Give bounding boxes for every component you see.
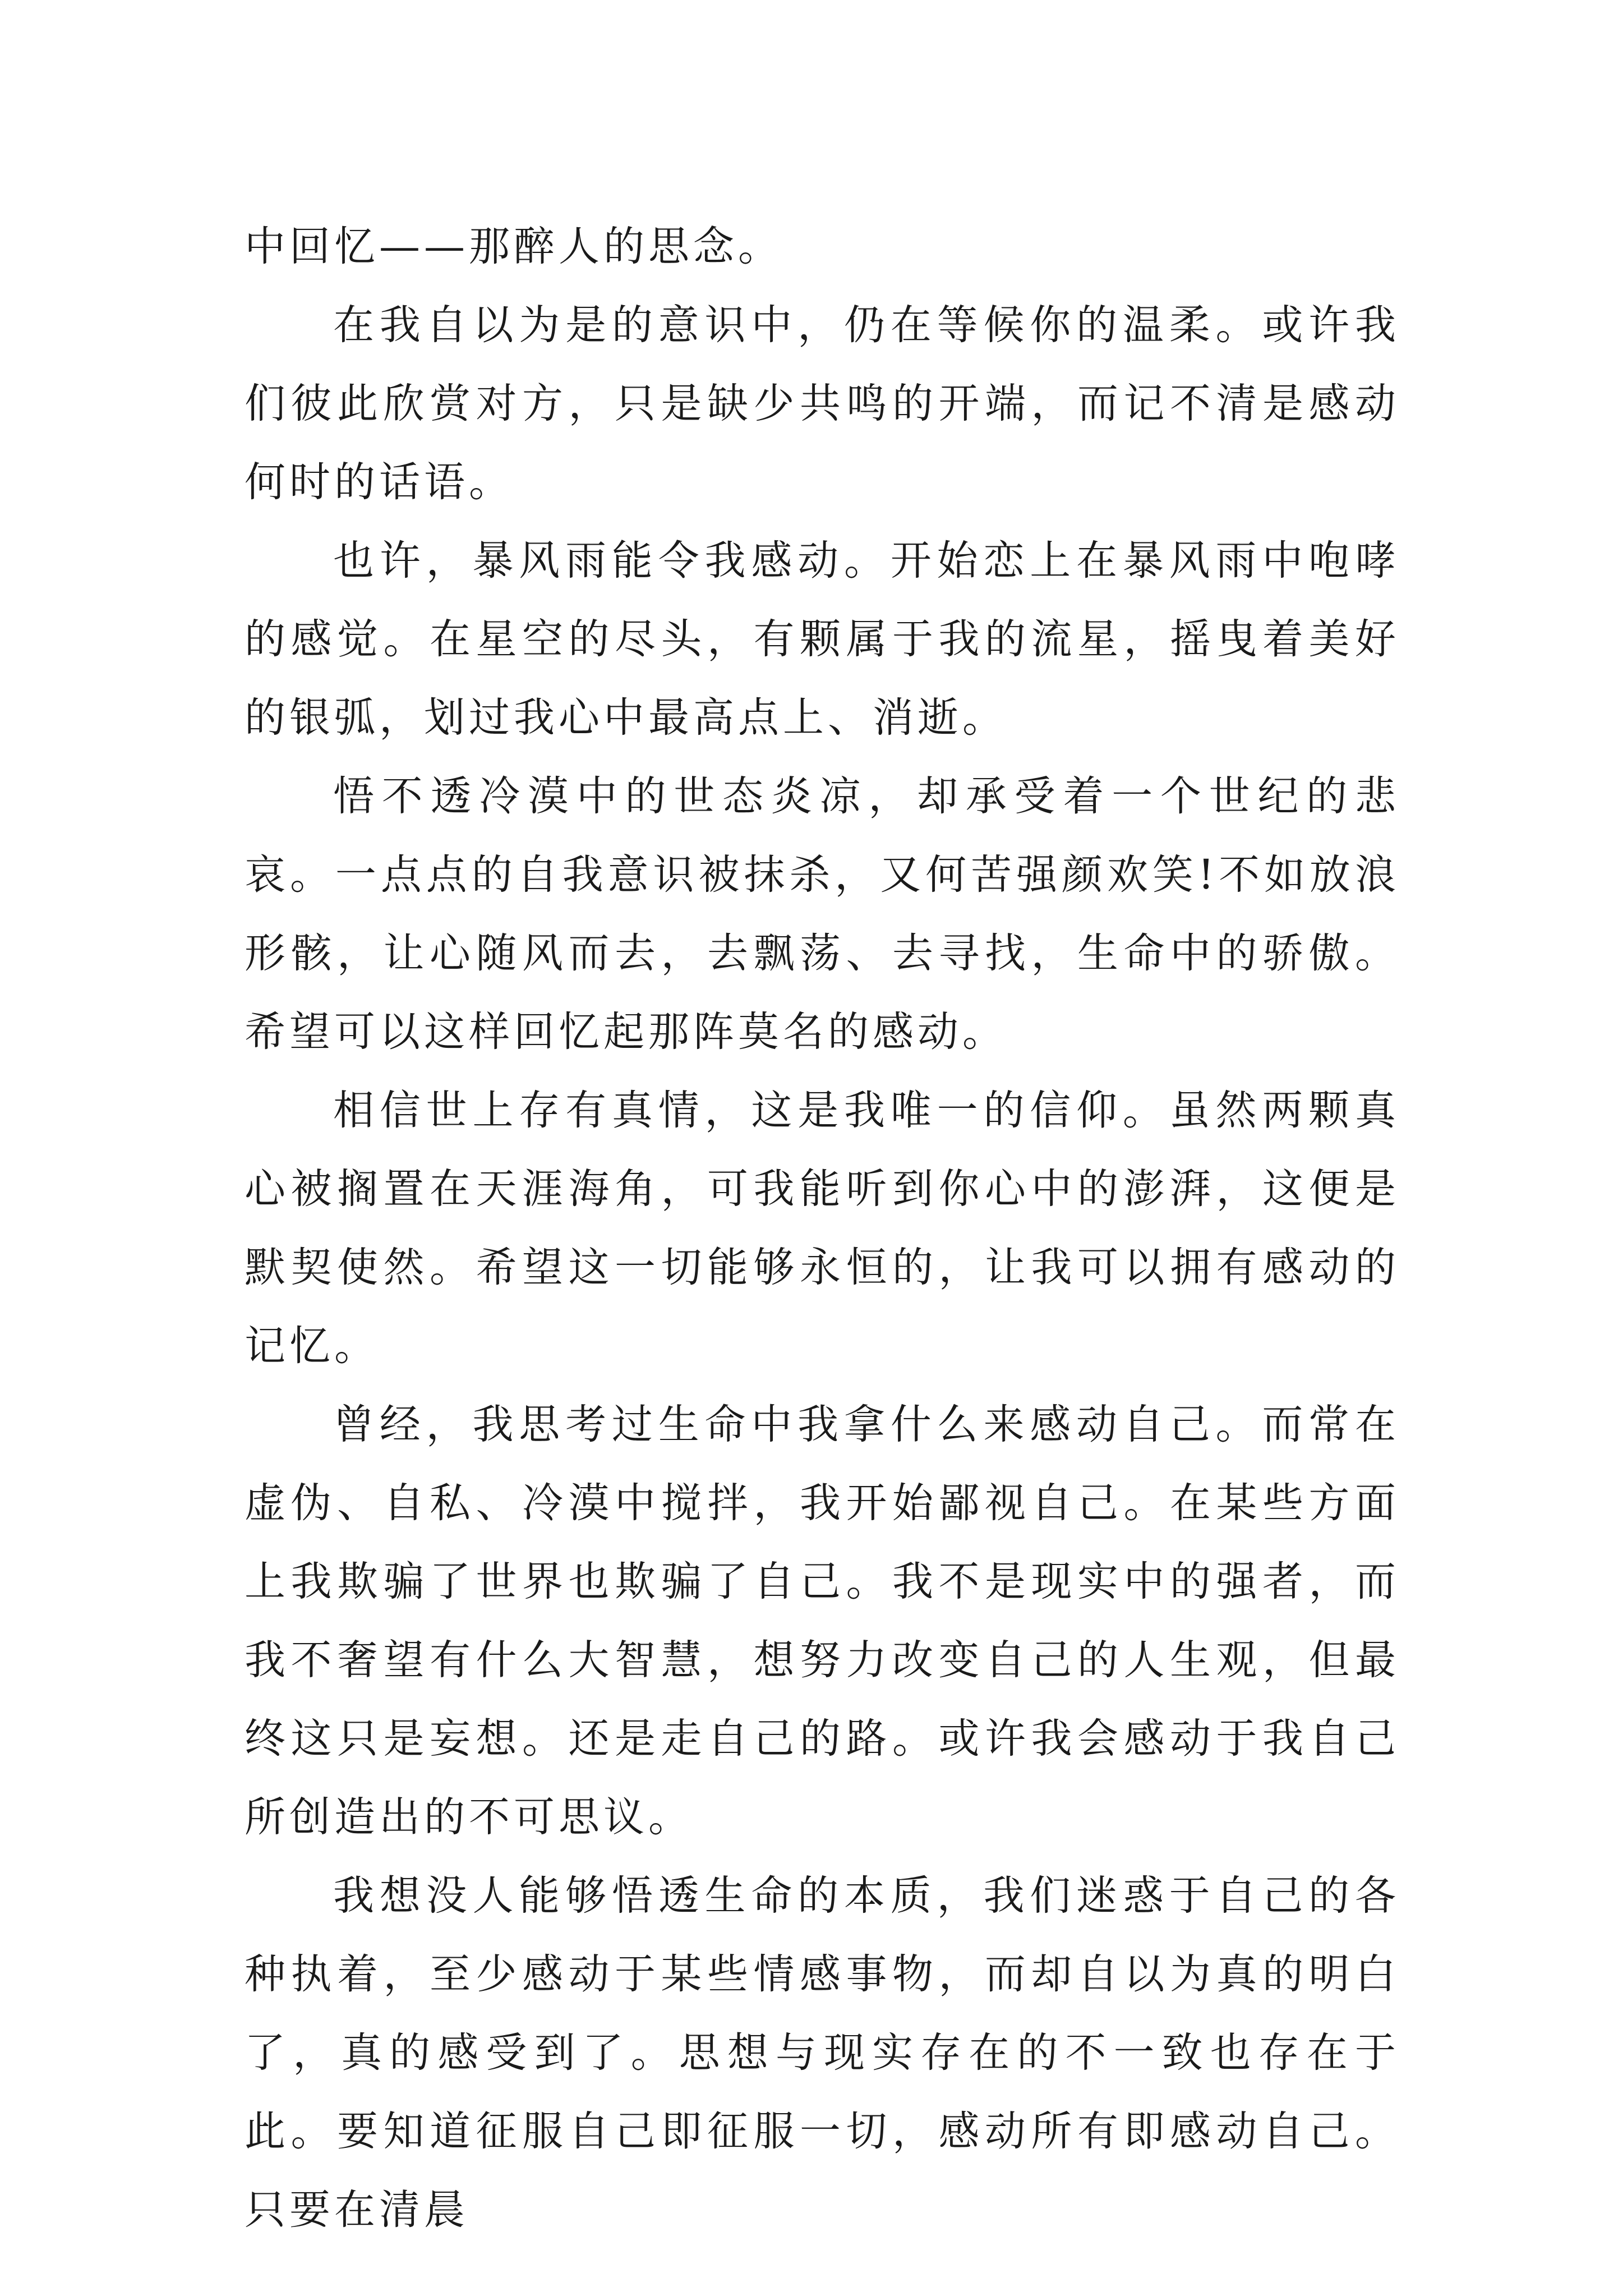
paragraph-7: 我想没人能够悟透生命的本质，我们迷惑于自己的各种执着，至少感动于某些情感事物，而却自以为真的明白了，真的感受到了。思想与现实存在的不一致也存在于此。要知道征服自己即征服一切，感动所有即感动自己。只要在清晨 — [245, 1872, 1400, 2234]
paragraph-2: 在我自以为是的意识中，仍在等候你的温柔。或许我们彼此欣赏对方，只是缺少共鸣的开端，而记不清是感动何时的话语。 — [245, 301, 1400, 506]
paragraph-1: 中回忆——那醉人的思念。 — [245, 223, 783, 270]
paragraph-5: 相信世上存有真情，这是我唯一的信仰。虽然两颗真心被搁置在天涯海角，可我能听到你心中的澎湃，这便是默契使然。希望这一切能够永恒的，让我可以拥有感动的记忆。 — [245, 1087, 1400, 1370]
paragraph-6: 曾经，我思考过生命中我拿什么来感动自己。而常在虚伪、自私、冷漠中搅拌，我开始鄙视自己。在某些方面上我欺骗了世界也欺骗了自己。我不是现实中的强者，而我不奢望有什么大智慧，想努力改变自己的人生观，但最终这只是妄想。还是走自己的路。或许我会感动于我自己所创造出的不可思议。 — [245, 1401, 1400, 1841]
paragraph-3: 也许，暴风雨能令我感动。开始恋上在暴风雨中咆哮的感觉。在星空的尽头，有颗属于我的流星，摇曳着美好的银弧，划过我心中最高点上、消逝。 — [245, 537, 1400, 742]
document-body — [245, 208, 1400, 2249]
paragraph-4: 悟不透冷漠中的世态炎凉，却承受着一个世纪的悲哀。一点点的自我意识被抹杀，又何苦强颜欢笑!不如放浪形骸，让心随风而去，去飘荡、去寻找，生命中的骄傲。希望可以这样回忆起那阵莫名的感动。 — [245, 772, 1400, 1056]
